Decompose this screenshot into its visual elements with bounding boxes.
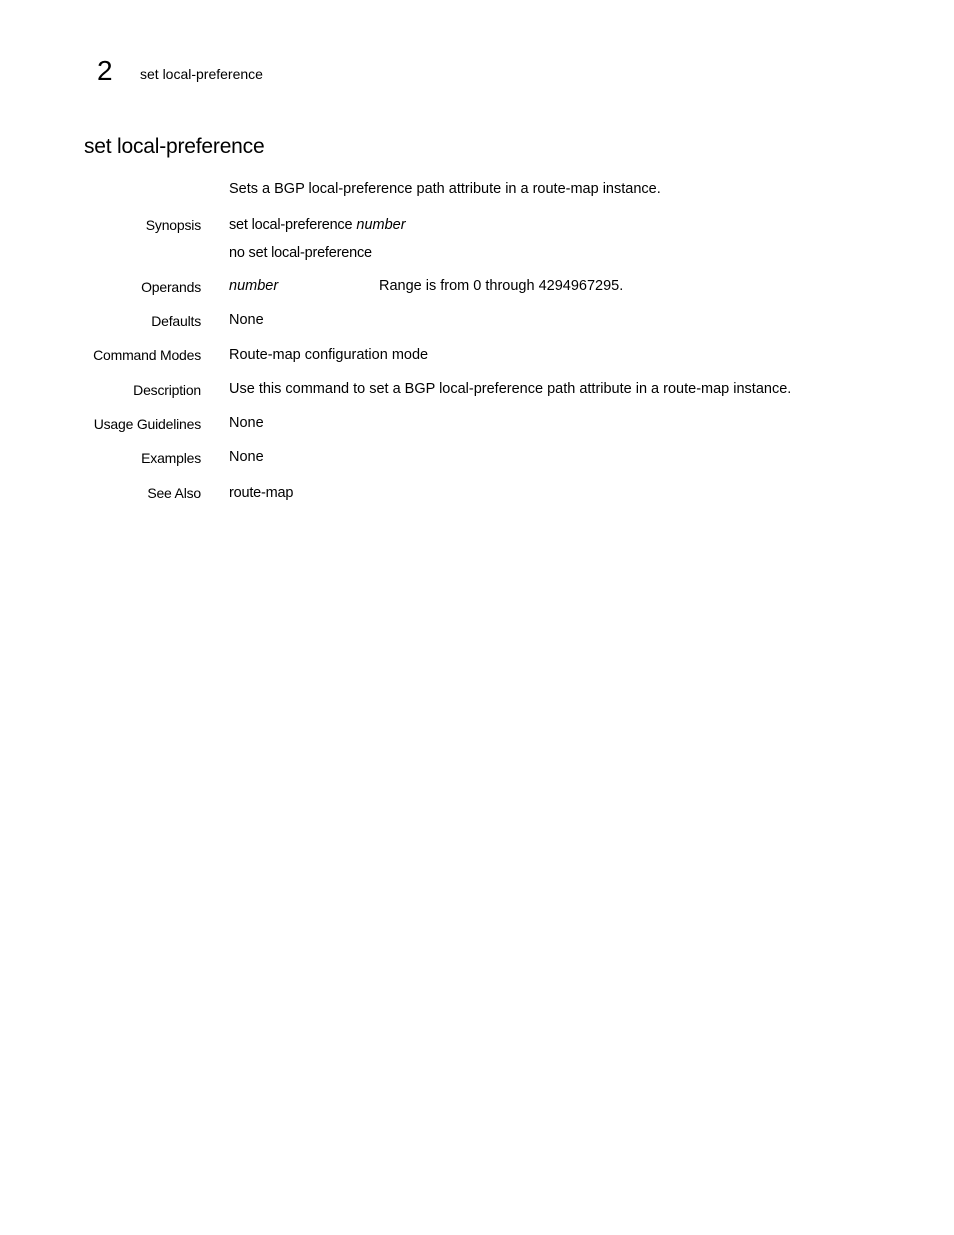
operands-label: Operands bbox=[141, 279, 201, 295]
running-head: set local-preference bbox=[140, 66, 263, 82]
section-title: set local-preference bbox=[84, 135, 265, 158]
synopsis-line-2: no set local-preference bbox=[229, 245, 372, 261]
synopsis-command: set local-preference bbox=[229, 217, 353, 233]
examples-value: None bbox=[229, 449, 264, 465]
examples-label: Examples bbox=[141, 450, 201, 466]
description-label: Description bbox=[133, 382, 201, 398]
command-modes-label: Command Modes bbox=[93, 347, 201, 363]
defaults-value: None bbox=[229, 312, 264, 328]
synopsis-param: number bbox=[356, 217, 406, 233]
synopsis-line-1 bbox=[229, 216, 406, 234]
see-also-label: See Also bbox=[147, 485, 201, 501]
operand-name: number bbox=[229, 278, 279, 294]
command-modes-value: Route-map configuration mode bbox=[229, 347, 429, 363]
see-also-link[interactable]: route-map bbox=[229, 485, 294, 501]
operand-description: Range is from 0 through 4294967295. bbox=[379, 278, 624, 294]
chapter-number: 2 bbox=[97, 55, 113, 86]
defaults-label: Defaults bbox=[151, 313, 201, 329]
usage-guidelines-value: None bbox=[229, 415, 264, 431]
synopsis-label: Synopsis bbox=[145, 217, 201, 233]
description-value: Use this command to set a BGP local-preference path attribute in a route-map instance. bbox=[229, 381, 792, 397]
section-summary: Sets a BGP local-preference path attribute in a route-map instance. bbox=[229, 181, 661, 197]
usage-guidelines-label: Usage Guidelines bbox=[93, 416, 201, 432]
